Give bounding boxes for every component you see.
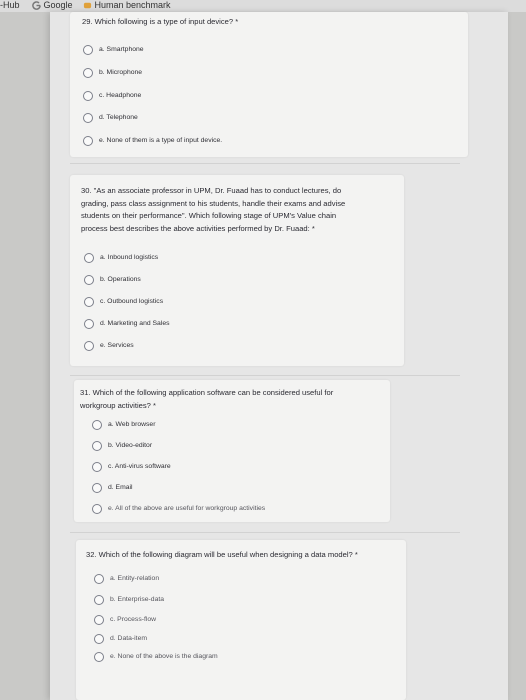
question-text-line: grading, pass class assignment to his students, handle their exams and advise xyxy=(81,198,346,208)
option-label: e. None of them is a type of input device. xyxy=(99,137,223,144)
question-text-line: 30. "As an associate professor in UPM, Dr. Fuaad has to conduct lectures, do xyxy=(81,186,342,195)
question-text: 29. Which following is a type of input device? * xyxy=(82,17,239,26)
question-card-30 xyxy=(70,175,404,366)
radio-button[interactable] xyxy=(83,113,93,123)
radio-button[interactable] xyxy=(83,91,93,101)
bookmark-human-benchmark[interactable] xyxy=(83,0,171,10)
radio-button[interactable] xyxy=(83,136,93,146)
option-label: c. Outbound logistics xyxy=(100,298,164,305)
question-text-line: students on their performance". Which following stage of UPM's Value chain xyxy=(81,211,337,220)
radio-button[interactable] xyxy=(83,45,93,55)
option-label: c. Process-flow xyxy=(110,616,157,623)
option-label: a. Smartphone xyxy=(99,46,144,53)
option-label: b. Operations xyxy=(100,276,141,283)
radio-button[interactable] xyxy=(94,574,104,584)
radio-button[interactable] xyxy=(94,615,104,625)
radio-button[interactable] xyxy=(94,652,104,662)
question-text xyxy=(80,387,333,412)
option-label: d. Email xyxy=(108,484,133,491)
divider xyxy=(70,163,460,164)
divider xyxy=(70,375,460,376)
radio-button[interactable] xyxy=(84,253,94,263)
option-label: e. Services xyxy=(100,342,134,349)
radio-button[interactable] xyxy=(84,275,94,285)
divider xyxy=(70,532,460,533)
option-label: a. Entity-relation xyxy=(110,575,160,582)
option-label: d. Data-item xyxy=(110,635,148,642)
radio-button[interactable] xyxy=(92,462,102,472)
radio-button[interactable] xyxy=(92,483,102,493)
question-text-line: process best describes the above activities performed by Dr. Fuaad: * xyxy=(81,223,315,233)
option-label: c. Headphone xyxy=(99,92,142,99)
radio-button[interactable] xyxy=(92,420,102,430)
bookmark-label: Google xyxy=(43,0,73,10)
brain-icon xyxy=(83,1,92,10)
bookmark-google[interactable] xyxy=(32,0,73,10)
question-text xyxy=(81,185,345,235)
option-label: d. Marketing and Sales xyxy=(100,320,170,327)
radio-button[interactable] xyxy=(83,68,93,78)
option-label: b. Video-editor xyxy=(108,442,153,449)
option-label: c. Anti-virus software xyxy=(108,463,171,470)
option-label: d. Telephone xyxy=(99,114,138,121)
option-label: b. Microphone xyxy=(99,69,143,76)
option-label: a. Web browser xyxy=(108,421,156,428)
radio-button[interactable] xyxy=(84,319,94,329)
bookmark-label: -Hub xyxy=(0,0,20,10)
option-label: a. Inbound logistics xyxy=(100,254,159,261)
radio-button[interactable] xyxy=(84,341,94,351)
radio-button[interactable] xyxy=(94,595,104,605)
radio-button[interactable] xyxy=(92,441,102,451)
radio-button[interactable] xyxy=(94,634,104,644)
option-label: e. All of the above are useful for workgroup activities xyxy=(108,505,266,512)
question-card-29 xyxy=(70,12,468,157)
question-card-31 xyxy=(74,380,390,522)
option-label: b. Enterprise-data xyxy=(110,596,165,603)
radio-button[interactable] xyxy=(92,504,102,514)
radio-button[interactable] xyxy=(84,297,94,307)
bookmarks-bar xyxy=(0,0,526,12)
question-text: 32. Which of the following diagram will be useful when designing a data model? * xyxy=(86,550,358,559)
google-icon xyxy=(32,1,41,10)
question-card-32 xyxy=(76,540,406,700)
option-label: e. None of the above is the diagram xyxy=(110,653,218,660)
question-text-line: 31. Which of the following application software can be considered useful for xyxy=(80,388,334,397)
bookmark-label: Human benchmark xyxy=(94,0,171,10)
question-text-line: workgroup activities? * xyxy=(80,400,156,410)
bookmark-hub[interactable] xyxy=(0,0,20,10)
